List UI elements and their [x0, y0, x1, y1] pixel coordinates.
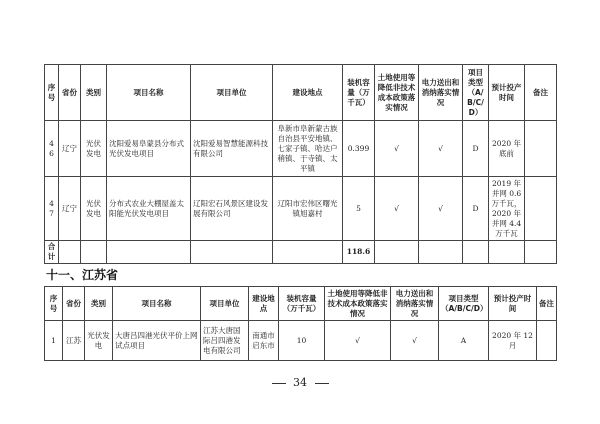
table-cell: 47 [45, 177, 59, 241]
table2-header-cell: 建设地点 [249, 287, 279, 321]
table-cell [525, 121, 557, 177]
table-cell: 沈阳爱易阜蒙县分布式光伏发电项目 [107, 121, 191, 177]
table1-header-cell: 项目类型（A/B/C/D） [463, 65, 489, 121]
table2-header-cell: 类别 [85, 287, 113, 321]
table-cell: 辽阳市宏伟区曙光镇旭嘉村 [273, 177, 343, 241]
table-cell [59, 241, 81, 264]
page-number-dash-left [272, 383, 286, 384]
table1-header-cell: 建设地点 [273, 65, 343, 121]
table-cell: 5 [343, 177, 375, 241]
table-row [45, 177, 557, 241]
table-cell: 江苏 [63, 321, 85, 361]
table-cell [463, 241, 489, 264]
table-cell: 光伏发电 [85, 321, 113, 361]
table-cell: √ [325, 321, 391, 361]
table-cell: √ [391, 321, 439, 361]
table-cell: 南通市启东市 [249, 321, 279, 361]
table1-header-cell: 省份 [59, 65, 81, 121]
table2-header-cell: 备注 [537, 287, 557, 321]
table-cell: 分布式农业大棚屋盖太阳能光伏发电项目 [107, 177, 191, 241]
table1-header-cell: 项目单位 [191, 65, 273, 121]
table-row [45, 121, 557, 177]
table-cell [489, 241, 525, 264]
table-cell: 沈阳爱易智慧能源科技有限公司 [191, 121, 273, 177]
table1-header-cell: 序号 [45, 65, 59, 121]
table-cell: √ [419, 121, 463, 177]
table-cell: 辽宁 [59, 177, 81, 241]
table2-header-cell: 项目单位 [201, 287, 249, 321]
table2-header-cell: 装机容量（万千瓦） [279, 287, 325, 321]
table2-header-cell: 序号 [45, 287, 63, 321]
table1-header-cell: 项目名称 [107, 65, 191, 121]
table-cell [537, 321, 557, 361]
table-row [45, 321, 557, 361]
table-cell [375, 241, 419, 264]
table2-header-cell: 项目名称 [113, 287, 201, 321]
table-cell [81, 241, 107, 264]
table-cell: 光伏发电 [81, 121, 107, 177]
page-number-dash-right [315, 383, 329, 384]
table-cell: 46 [45, 121, 59, 177]
table2-header-cell: 电力送出和消纳落实情况 [391, 287, 439, 321]
table-cell: 2019 年并网 0.6 万千瓦，2020 年并网 4.4 万千瓦 [489, 177, 525, 241]
table-cell: 江苏大唐国际吕四港发电有限公司 [201, 321, 249, 361]
liaoning-projects-table [44, 64, 557, 264]
table2-header-cell: 预计投产时间 [489, 287, 537, 321]
table-cell: √ [419, 177, 463, 241]
table-cell [191, 241, 273, 264]
table-cell [525, 177, 557, 241]
table-cell: 10 [279, 321, 325, 361]
table-cell: 阜新市阜新蒙古族自治县平安地镇、七家子镇、哈达户稍镇、于寺镇、太平镇 [273, 121, 343, 177]
table1-header-cell: 备注 [525, 65, 557, 121]
table-cell: 辽阳宏石风景区建设发展有限公司 [191, 177, 273, 241]
page-number-text: 34 [293, 376, 307, 389]
table-cell: √ [375, 177, 419, 241]
table-cell: D [463, 121, 489, 177]
table1-header-cell: 类别 [81, 65, 107, 121]
table-cell: 大唐吕四港光伏平价上网试点项目 [113, 321, 201, 361]
table-cell: D [463, 177, 489, 241]
page-number [0, 376, 600, 389]
table-cell [419, 241, 463, 264]
table-cell: 辽宁 [59, 121, 81, 177]
table-cell: 2020 年 12 月 [489, 321, 537, 361]
table2-header-cell: 省份 [63, 287, 85, 321]
table-cell: 2020 年底前 [489, 121, 525, 177]
section-heading: 十一、江苏省 [46, 268, 119, 282]
table1-total-row [45, 241, 557, 264]
table-cell [273, 241, 343, 264]
table1-header-row [45, 65, 557, 121]
table-cell [107, 241, 191, 264]
total-label: 合计 [45, 241, 59, 264]
table-cell: 光伏发电 [81, 177, 107, 241]
table2-header-cell: 土地使用等降低非技术成本政策落实情况 [325, 287, 391, 321]
table1-header-cell: 电力送出和消纳落实情况 [419, 65, 463, 121]
table2-header-row [45, 287, 557, 321]
table2-header-cell: 项目类型（A/B/C/D） [439, 287, 489, 321]
table-cell: A [439, 321, 489, 361]
table-cell: 1 [45, 321, 63, 361]
table1-header-cell: 预计投产时间 [489, 65, 525, 121]
table-cell: √ [375, 121, 419, 177]
jiangsu-projects-table [44, 286, 557, 361]
total-capacity: 118.6 [343, 241, 375, 264]
table-cell: 0.399 [343, 121, 375, 177]
table-cell [525, 241, 557, 264]
table1-header-cell: 土地使用等降低非技术成本政策落实情况 [375, 65, 419, 121]
table1-header-cell: 装机容量（万千瓦） [343, 65, 375, 121]
